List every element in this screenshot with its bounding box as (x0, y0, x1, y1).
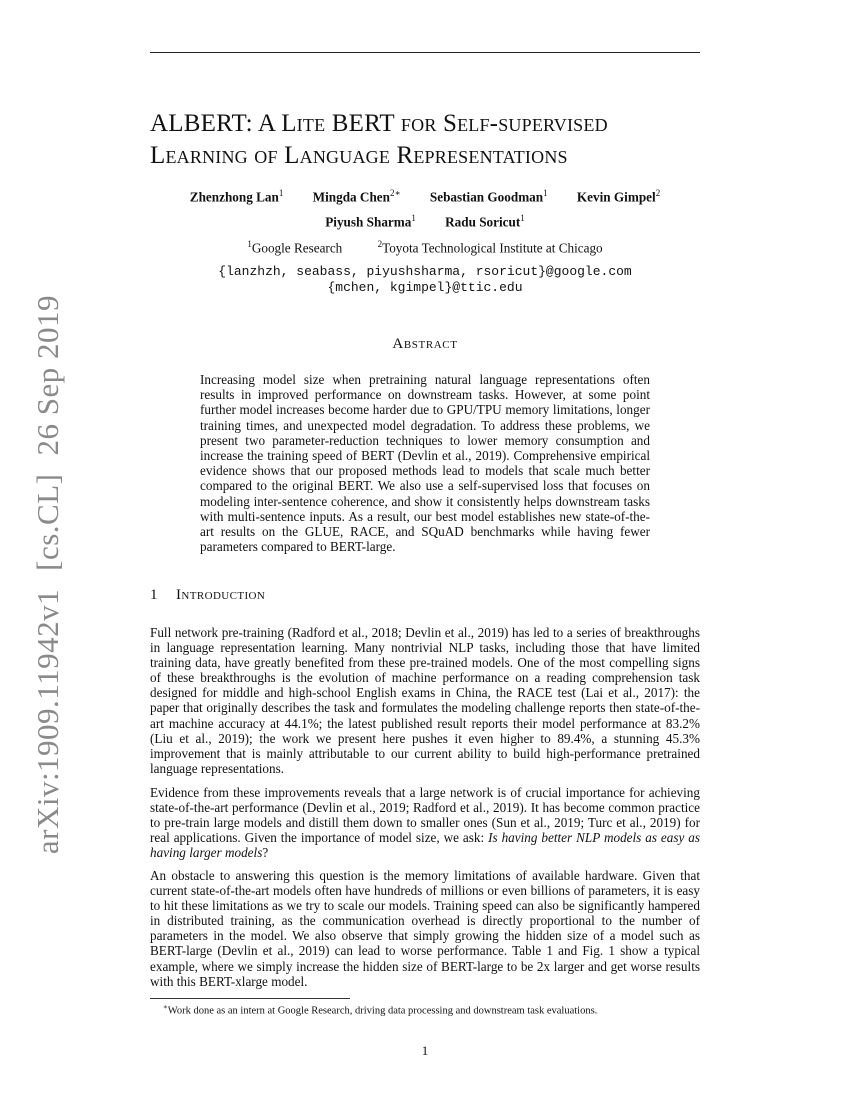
intro-paragraph-3: An obstacle to answering this question is the memory limitations of available hardware. Given that current state-of-the-art models often have hundreds of millions or even billions of parameters, it is easy to hit these limitations as we try to scale our models. Training speed can also be significantly hampered in distributed training, as the communication overhead is directly proportional to the number of parameters in the model. We also observe that simply growing the hidden size of a model such as BERT-large (Devlin et al., 2019) can lead to worse performance. Table 1 and Fig. 1 show a typical example, where we simply increase the hidden size of BERT-large to be 2x larger and get worse results with this BERT-xlarge model. (150, 868, 700, 989)
affiliations (0, 239, 850, 256)
author: Kevin Gimpel$^2$ (576, 188, 661, 205)
section-heading-introduction (150, 587, 265, 604)
author: Sebastian Goodman$^1$ (429, 188, 548, 205)
email-line-2[interactable]: {mchen, kgimpel}@ttic.edu (327, 280, 523, 295)
section-title: Introduction (176, 587, 266, 603)
intro-paragraph-2: Evidence from these improvements reveals that a large network is of crucial importance for achieving state-of-the-art performance (Devlin et al., 2019; Radford et al., 2019). It has become common practice to pre-train large models and distill them down to smaller ones (Sun et al., 2019; Turc et al., 2019) for real applications. Given the importance of model size, we ask: Is having better NLP models as easy as having larger models? (150, 785, 700, 861)
affiliation: $^1$Google Research (247, 239, 343, 256)
arxiv-date: 26 Sep 2019 (30, 295, 65, 456)
page-number: 1 (421, 1043, 429, 1058)
top-rule (150, 52, 700, 53)
author: Radu Soricut$^1$ (445, 213, 525, 230)
author: Mingda Chen$^{2∗}$ (312, 188, 401, 205)
footnote: ∗Work done as an intern at Google Research, driving data processing and downstream task evaluations. (163, 1003, 598, 1017)
paper-title (150, 108, 710, 172)
author-row-2 (0, 213, 850, 230)
title-line-2: Learning of Language Representations (150, 142, 568, 169)
author: Zhenzhong Lan$^1$ (189, 188, 284, 205)
title-line-1: ALBERT: A Lite BERT for Self-supervised (150, 110, 608, 137)
author-row-1 (0, 188, 850, 205)
abstract-text: Increasing model size when pretraining natural language representations often results in improved performance on downstream tasks. However, at some point further model increases become harder due to GPU/TPU memory limitations, longer training times, and unexpected model degradation. To address these problems, we present two parameter-reduction techniques to lower memory consumption and increase the training speed of BERT (Devlin et al., 2019). Comprehensive empirical evidence shows that our proposed methods lead to models that scale much better compared to the original BERT. We also use a self-supervised loss that focuses on modeling inter-sentence coherence, and show it consistently helps downstream tasks with multi-sentence inputs. As a result, our best model establishes new state-of-the-art results on the GLUE, RACE, and SQuAD benchmarks while having fewer parameters compared to BERT-large. (200, 372, 650, 555)
section-number: 1 (150, 587, 158, 603)
abstract-heading: Abstract (392, 336, 458, 352)
email-line-1[interactable]: {lanzhzh, seabass, piyushsharma, rsoricut}@google.com (218, 264, 632, 279)
author: Piyush Sharma$^1$ (325, 213, 416, 230)
arxiv-stamp (30, 295, 66, 854)
affiliation: $^2$Toyota Technological Institute at Chicago (377, 239, 603, 256)
intro-paragraph-1: Full network pre-training (Radford et al., 2018; Devlin et al., 2019) has led to a series of breakthroughs in language representation learning. Many nontrivial NLP tasks, including those that have limited training data, have greatly benefited from these pre-trained models. One of the most compelling signs of these breakthroughs is the evolution of machine performance on a reading comprehension task designed for middle and high-school English exams in China, the RACE test (Lai et al., 2017): the paper that originally describes the task and formulates the modeling challenge reports then state-of-the-art machine accuracy at 44.1%; the latest published result reports their model performance at 83.2% (Liu et al., 2019); the work we present here pushes it even higher to 89.4%, a stunning 45.3% improvement that is mainly attributable to our current ability to build high-performance pretrained language representations. (150, 625, 700, 776)
arxiv-category: [cs.CL] (30, 473, 65, 571)
footnote-rule (150, 998, 350, 999)
arxiv-identifier: arXiv:1909.11942v1 (30, 588, 65, 855)
research-question: Is having better NLP models as easy as having larger models (150, 830, 700, 861)
